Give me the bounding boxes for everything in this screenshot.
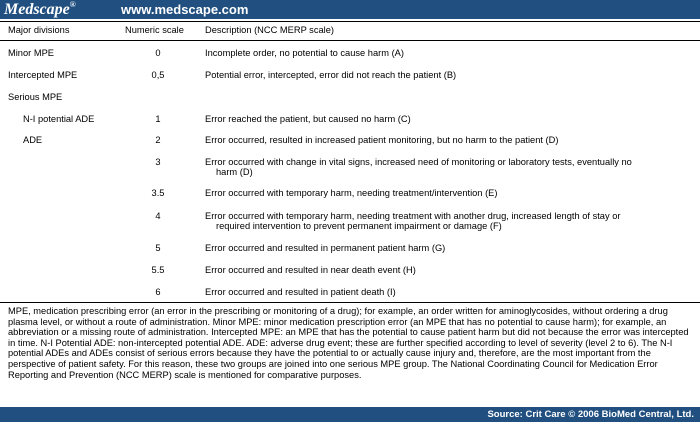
- column-header-scale: Numeric scale: [125, 25, 184, 35]
- column-header-description: Description (NCC MERP scale): [205, 25, 334, 35]
- medscape-logo[interactable]: [4, 0, 76, 19]
- site-url-link[interactable]: www.medscape.com: [121, 2, 249, 17]
- row-scale: 0,5: [151, 70, 165, 80]
- column-header-divisions: Major divisions: [8, 25, 70, 35]
- table-bottom-rule: [0, 302, 700, 303]
- row-scale: 4: [155, 211, 161, 221]
- row-scale: 6: [155, 287, 161, 297]
- row-description: Incomplete order, no potential to cause harm (A): [205, 48, 404, 58]
- source-credit: Source: Crit Care © 2006 BioMed Central, Ltd.: [487, 409, 694, 420]
- row-description: Error occurred and resulted in near death event (H): [205, 265, 416, 275]
- row-description: Potential error, intercepted, error did not reach the patient (B): [205, 70, 457, 80]
- row-scale: 5.5: [151, 265, 165, 275]
- table-top-rule: [0, 21, 700, 22]
- row-description-line2: harm (D): [216, 167, 253, 177]
- row-description: Error occurred and resulted in patient death (I): [205, 287, 396, 297]
- row-scale: 1: [155, 114, 161, 124]
- row-description-line1: Error occurred with change in vital signs, increased need of monitoring or laboratory tests, eventually no: [205, 157, 632, 167]
- header-bottom-rule: [0, 40, 700, 41]
- row-division: N-I potential ADE: [23, 114, 95, 124]
- row-description-line2: required intervention to prevent permanent impairment or damage (F): [216, 221, 502, 231]
- row-division: Serious MPE: [8, 92, 63, 102]
- row-description: Error occurred with temporary harm, needing treatment/intervention (E): [205, 188, 498, 198]
- row-description: Error reached the patient, but caused no harm (C): [205, 114, 411, 124]
- row-description-line1: Error occurred with temporary harm, needing treatment with another drug, increased length of stay or: [205, 211, 621, 221]
- row-description: Error occurred and resulted in permanent patient harm (G): [205, 243, 446, 253]
- row-scale: 0: [155, 48, 161, 58]
- row-description: Error occurred, resulted in increased patient monitoring, but no harm to the patient (D): [205, 135, 559, 145]
- header-bar: [0, 0, 700, 19]
- registered-mark: ®: [69, 0, 76, 9]
- row-scale: 5: [155, 243, 161, 253]
- row-division: ADE: [23, 135, 43, 145]
- row-division: Minor MPE: [8, 48, 54, 58]
- footer-bar: [0, 407, 700, 422]
- row-scale: 3: [155, 157, 161, 167]
- logo-text: Medscape: [4, 1, 70, 18]
- row-division: Intercepted MPE: [8, 70, 78, 80]
- row-scale: 3.5: [151, 188, 165, 198]
- table-footnote: MPE, medication prescribing error (an error in the prescribing or monitoring of a drug); for example, an order written for aminoglycosides, without ordering a drug plasma level, or without a route of administration. Minor MPE: minor medication prescription error (an MPE that has no potential to cause harm); for example, an abbreviation or a missing route of administration. Intercepted MPE: an MPE that has the potential to cause patient harm but did not because the error was intercepted in time. N-I Potential ADE: non-intercepted potential ADE. ADE: adverse drug event; these are further specified according to level of severity (level 2 to 6). The N-I potential ADEs and ADEs consist of serious errors because they have the potential to or actually cause injury and, therefore, are the most important from the perspective of patient safety. For this reason, these two groups are joined into one serious MPE group. The National Coordinating Council for Medication Error Reporting and Prevention (NCC MERP) scale is mentioned for comparative purposes.: [8, 306, 689, 380]
- row-scale: 2: [155, 135, 161, 145]
